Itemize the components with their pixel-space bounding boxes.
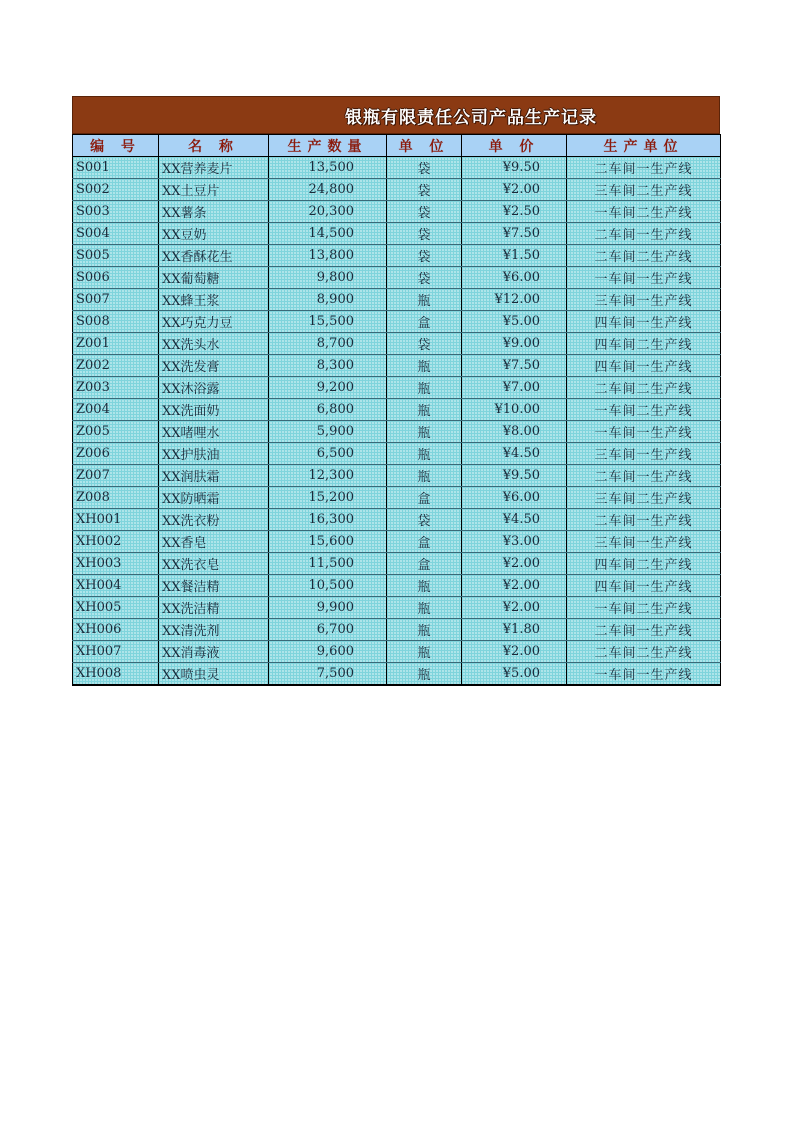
table-row (73, 531, 721, 553)
cell-quantity[interactable]: 9,800 (269, 267, 387, 289)
cell-name[interactable]: XX护肤油 (159, 443, 269, 465)
cell-quantity[interactable]: 14,500 (269, 223, 387, 245)
cell-name[interactable]: XX葡萄糖 (159, 267, 269, 289)
cell-unit[interactable]: 盒 (387, 553, 462, 575)
product-table (72, 134, 721, 686)
cell-unit[interactable]: 袋 (387, 333, 462, 355)
cell-unit[interactable]: 瓶 (387, 377, 462, 399)
cell-name[interactable]: XX啫哩水 (159, 421, 269, 443)
header-cell-unit[interactable]: 单 位 (387, 135, 462, 157)
cell-id[interactable]: Z008 (73, 487, 159, 509)
cell-quantity[interactable]: 5,900 (269, 421, 387, 443)
cell-price[interactable]: ¥1.50 (462, 245, 567, 267)
cell-unit[interactable]: 袋 (387, 157, 462, 179)
cell-production-unit[interactable]: 一车间二生产线 (567, 597, 721, 619)
cell-quantity[interactable]: 7,500 (269, 663, 387, 686)
table-row (73, 553, 721, 575)
cell-price[interactable]: ¥7.50 (462, 355, 567, 377)
table-row (73, 267, 721, 289)
cell-unit[interactable]: 袋 (387, 201, 462, 223)
cell-quantity[interactable]: 8,700 (269, 333, 387, 355)
cell-production-unit[interactable]: 二车间一生产线 (567, 223, 721, 245)
title-bar (72, 96, 720, 134)
cell-quantity[interactable]: 16,300 (269, 509, 387, 531)
cell-unit[interactable]: 瓶 (387, 575, 462, 597)
cell-name[interactable]: XX洗衣皂 (159, 553, 269, 575)
cell-price[interactable]: ¥10.00 (462, 399, 567, 421)
cell-name[interactable]: XX清洗剂 (159, 619, 269, 641)
cell-name[interactable]: XX洗头水 (159, 333, 269, 355)
spreadsheet (72, 96, 720, 686)
table-row (73, 179, 721, 201)
table-row (73, 487, 721, 509)
cell-id[interactable]: S008 (73, 311, 159, 333)
cell-production-unit[interactable]: 三车间一生产线 (567, 531, 721, 553)
cell-production-unit[interactable]: 四车间一生产线 (567, 355, 721, 377)
cell-price[interactable]: ¥9.00 (462, 333, 567, 355)
cell-production-unit[interactable]: 二车间二生产线 (567, 641, 721, 663)
cell-name[interactable]: XX洗发膏 (159, 355, 269, 377)
cell-name[interactable]: XX餐洁精 (159, 575, 269, 597)
table-row (73, 377, 721, 399)
cell-id[interactable]: XH003 (73, 553, 159, 575)
cell-production-unit[interactable]: 一车间二生产线 (567, 201, 721, 223)
cell-id[interactable]: S005 (73, 245, 159, 267)
cell-price[interactable]: ¥5.00 (462, 311, 567, 333)
cell-quantity[interactable]: 15,500 (269, 311, 387, 333)
cell-price[interactable]: ¥1.80 (462, 619, 567, 641)
cell-quantity[interactable]: 6,500 (269, 443, 387, 465)
header-cell-id[interactable]: 编 号 (73, 135, 159, 157)
cell-name[interactable]: XX豆奶 (159, 223, 269, 245)
cell-id[interactable]: S002 (73, 179, 159, 201)
cell-name[interactable]: XX润肤霜 (159, 465, 269, 487)
cell-quantity[interactable]: 10,500 (269, 575, 387, 597)
cell-name[interactable]: XX洗面奶 (159, 399, 269, 421)
table-row (73, 663, 721, 686)
cell-unit[interactable]: 袋 (387, 223, 462, 245)
cell-id[interactable]: XH005 (73, 597, 159, 619)
cell-price[interactable]: ¥9.50 (462, 465, 567, 487)
cell-unit[interactable]: 盒 (387, 531, 462, 553)
table-row (73, 157, 721, 179)
header-row (73, 135, 721, 157)
cell-production-unit[interactable]: 四车间二生产线 (567, 333, 721, 355)
cell-production-unit[interactable]: 四车间一生产线 (567, 575, 721, 597)
table-row (73, 641, 721, 663)
table-row (73, 575, 721, 597)
cell-price[interactable]: ¥7.50 (462, 223, 567, 245)
cell-unit[interactable]: 袋 (387, 509, 462, 531)
cell-unit[interactable]: 瓶 (387, 421, 462, 443)
cell-name[interactable]: XX营养麦片 (159, 157, 269, 179)
cell-id[interactable]: Z007 (73, 465, 159, 487)
cell-quantity[interactable]: 8,900 (269, 289, 387, 311)
cell-name[interactable]: XX洗洁精 (159, 597, 269, 619)
cell-unit[interactable]: 瓶 (387, 641, 462, 663)
cell-name[interactable]: XX薯条 (159, 201, 269, 223)
cell-production-unit[interactable]: 二车间二生产线 (567, 377, 721, 399)
table-row (73, 421, 721, 443)
cell-name[interactable]: XX巧克力豆 (159, 311, 269, 333)
cell-id[interactable]: XH007 (73, 641, 159, 663)
cell-id[interactable]: S006 (73, 267, 159, 289)
cell-id[interactable]: Z003 (73, 377, 159, 399)
table-row (73, 509, 721, 531)
cell-id[interactable]: Z001 (73, 333, 159, 355)
cell-price[interactable]: ¥6.00 (462, 487, 567, 509)
cell-unit[interactable]: 瓶 (387, 663, 462, 686)
cell-quantity[interactable]: 24,800 (269, 179, 387, 201)
cell-quantity[interactable]: 20,300 (269, 201, 387, 223)
cell-id[interactable]: S001 (73, 157, 159, 179)
cell-quantity[interactable]: 6,700 (269, 619, 387, 641)
cell-unit[interactable]: 瓶 (387, 355, 462, 377)
cell-id[interactable]: XH001 (73, 509, 159, 531)
table-row (73, 399, 721, 421)
cell-unit[interactable]: 袋 (387, 179, 462, 201)
cell-name[interactable]: XX防晒霜 (159, 487, 269, 509)
cell-production-unit[interactable]: 二车间一生产线 (567, 465, 721, 487)
cell-id[interactable]: XH002 (73, 531, 159, 553)
cell-production-unit[interactable]: 四车间一生产线 (567, 311, 721, 333)
header-cell-price[interactable]: 单 价 (462, 135, 567, 157)
cell-production-unit[interactable]: 二车间二生产线 (567, 245, 721, 267)
cell-quantity[interactable]: 13,500 (269, 157, 387, 179)
cell-production-unit[interactable]: 三车间二生产线 (567, 487, 721, 509)
cell-name[interactable]: XX香皂 (159, 531, 269, 553)
cell-quantity[interactable]: 15,200 (269, 487, 387, 509)
cell-price[interactable]: ¥3.00 (462, 531, 567, 553)
table-row (73, 333, 721, 355)
cell-unit[interactable]: 瓶 (387, 289, 462, 311)
cell-unit[interactable]: 瓶 (387, 399, 462, 421)
cell-price[interactable]: ¥2.00 (462, 179, 567, 201)
cell-id[interactable]: Z005 (73, 421, 159, 443)
cell-production-unit[interactable]: 四车间二生产线 (567, 553, 721, 575)
cell-id[interactable]: XH008 (73, 663, 159, 686)
cell-name[interactable]: XX洗衣粉 (159, 509, 269, 531)
cell-quantity[interactable]: 9,900 (269, 597, 387, 619)
cell-name[interactable]: XX消毒液 (159, 641, 269, 663)
table-row (73, 443, 721, 465)
cell-production-unit[interactable]: 二车间一生产线 (567, 619, 721, 641)
table-row (73, 201, 721, 223)
cell-quantity[interactable]: 8,300 (269, 355, 387, 377)
cell-id[interactable]: Z006 (73, 443, 159, 465)
sheet-title: 银瓶有限责任公司产品生产记录 (345, 107, 597, 128)
cell-name[interactable]: XX香酥花生 (159, 245, 269, 267)
cell-production-unit[interactable]: 二车间一生产线 (567, 509, 721, 531)
table-row (73, 355, 721, 377)
cell-quantity[interactable]: 6,800 (269, 399, 387, 421)
cell-name[interactable]: XX沐浴露 (159, 377, 269, 399)
cell-production-unit[interactable]: 三车间一生产线 (567, 443, 721, 465)
cell-price[interactable]: ¥2.00 (462, 597, 567, 619)
cell-unit[interactable]: 袋 (387, 245, 462, 267)
cell-price[interactable]: ¥2.00 (462, 553, 567, 575)
cell-price[interactable]: ¥4.50 (462, 509, 567, 531)
cell-production-unit[interactable]: 二车间一生产线 (567, 157, 721, 179)
cell-quantity[interactable]: 9,600 (269, 641, 387, 663)
cell-id[interactable]: S004 (73, 223, 159, 245)
cell-price[interactable]: ¥2.50 (462, 201, 567, 223)
table-row (73, 223, 721, 245)
cell-quantity[interactable]: 12,300 (269, 465, 387, 487)
cell-price[interactable]: ¥4.50 (462, 443, 567, 465)
cell-price[interactable]: ¥8.00 (462, 421, 567, 443)
cell-price[interactable]: ¥7.00 (462, 377, 567, 399)
cell-price[interactable]: ¥5.00 (462, 663, 567, 686)
cell-id[interactable]: S007 (73, 289, 159, 311)
cell-unit[interactable]: 瓶 (387, 465, 462, 487)
table-row (73, 245, 721, 267)
cell-unit[interactable]: 瓶 (387, 619, 462, 641)
cell-id[interactable]: XH006 (73, 619, 159, 641)
table-row (73, 619, 721, 641)
cell-name[interactable]: XX喷虫灵 (159, 663, 269, 686)
table-row (73, 465, 721, 487)
cell-price[interactable]: ¥2.00 (462, 641, 567, 663)
table-row (73, 289, 721, 311)
cell-production-unit[interactable]: 一车间一生产线 (567, 421, 721, 443)
cell-quantity[interactable]: 11,500 (269, 553, 387, 575)
table-row (73, 597, 721, 619)
cell-name[interactable]: XX蜂王浆 (159, 289, 269, 311)
cell-id[interactable]: S003 (73, 201, 159, 223)
cell-unit[interactable]: 袋 (387, 267, 462, 289)
cell-quantity[interactable]: 15,600 (269, 531, 387, 553)
cell-production-unit[interactable]: 三车间一生产线 (567, 289, 721, 311)
cell-unit[interactable]: 瓶 (387, 597, 462, 619)
cell-production-unit[interactable]: 三车间二生产线 (567, 179, 721, 201)
cell-price[interactable]: ¥6.00 (462, 267, 567, 289)
cell-price[interactable]: ¥9.50 (462, 157, 567, 179)
cell-id[interactable]: Z002 (73, 355, 159, 377)
cell-unit[interactable]: 盒 (387, 311, 462, 333)
cell-quantity[interactable]: 13,800 (269, 245, 387, 267)
cell-production-unit[interactable]: 一车间一生产线 (567, 663, 721, 686)
cell-production-unit[interactable]: 一车间一生产线 (567, 267, 721, 289)
cell-production-unit[interactable]: 一车间二生产线 (567, 399, 721, 421)
cell-quantity[interactable]: 9,200 (269, 377, 387, 399)
cell-id[interactable]: XH004 (73, 575, 159, 597)
cell-price[interactable]: ¥2.00 (462, 575, 567, 597)
cell-price[interactable]: ¥12.00 (462, 289, 567, 311)
header-cell-name[interactable]: 名 称 (159, 135, 269, 157)
cell-unit[interactable]: 盒 (387, 487, 462, 509)
cell-id[interactable]: Z004 (73, 399, 159, 421)
header-cell-production-unit[interactable]: 生产单位 (567, 135, 721, 157)
cell-name[interactable]: XX土豆片 (159, 179, 269, 201)
cell-unit[interactable]: 瓶 (387, 443, 462, 465)
header-cell-quantity[interactable]: 生产数量 (269, 135, 387, 157)
table-row (73, 311, 721, 333)
